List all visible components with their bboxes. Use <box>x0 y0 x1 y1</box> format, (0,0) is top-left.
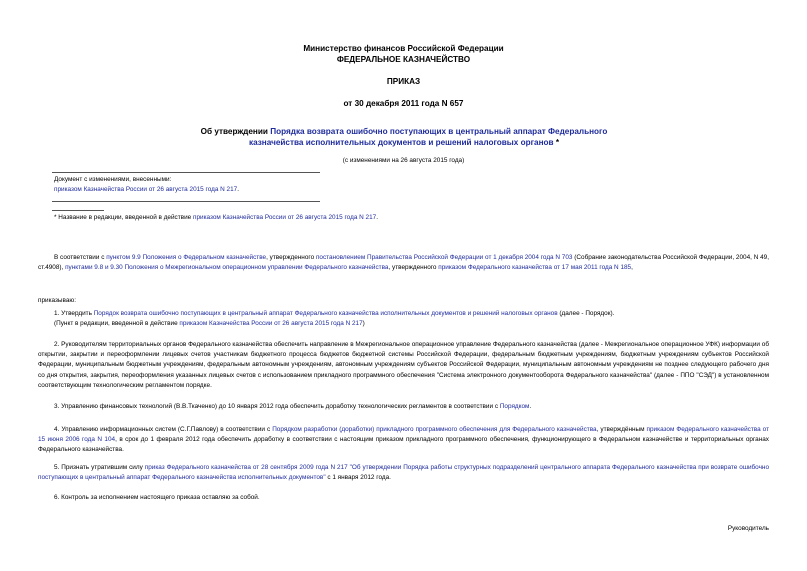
ministry-name: Министерство финансов Российской Федерации <box>303 44 504 53</box>
preamble <box>38 253 769 273</box>
document-date-number: от 30 декабря 2011 года N 657 <box>343 99 464 108</box>
document-title <box>180 126 628 148</box>
item-1-link[interactable]: Порядок возврата ошибочно поступающих в центральный аппарат Федерального казначейства исполнительных документов и решений налоговых органов <box>93 310 558 317</box>
item-3 <box>38 402 769 412</box>
item-1-note-link[interactable]: приказом Казначейства России от 26 августа 2015 года N 217 <box>179 320 363 327</box>
footnote-rule <box>52 210 104 211</box>
item-4-link-2[interactable]: приказом Федерального казначейства от 15 июня 2006 года N 104 <box>38 426 770 444</box>
footnote <box>54 214 378 221</box>
footnote-end: . <box>376 214 378 221</box>
preamble-link-2[interactable]: постановлением Правительства Российской Федерации от 1 декабря 2004 года N 703 <box>315 254 573 261</box>
item-4-text-1: 4. Управлению информационных систем (С.Г.Павлову) в соответствии с <box>54 426 273 433</box>
item-4-text-2: , утверждённым <box>596 426 647 433</box>
preamble-text-4: , утвержденного <box>388 264 439 272</box>
order-word: приказываю: <box>38 297 76 304</box>
item-1-note <box>54 320 365 327</box>
footnote-link[interactable]: приказом Казначейства России от 26 августа 2015 года N 217 <box>192 214 377 221</box>
changes-box-entry <box>54 186 239 193</box>
agency-name: ФЕДЕРАЛЬНОЕ КАЗНАЧЕЙСТВО <box>336 55 471 64</box>
changes-box-bottom-rule <box>52 201 320 202</box>
document-type: ПРИКАЗ <box>386 77 421 86</box>
item-4 <box>38 425 769 456</box>
item-5-text-2: с 1 января 2012 года. <box>325 474 391 482</box>
preamble-text-2: , утвержденного <box>266 254 316 261</box>
item-3-link[interactable]: Порядком <box>499 403 530 410</box>
changes-box-top-rule <box>52 172 320 173</box>
item-1 <box>54 309 769 319</box>
item-1-text-1: 1. Утвердить <box>54 310 94 317</box>
preamble-text-5: , <box>631 264 633 272</box>
item-5-link[interactable]: приказ Федерального казначейства от 28 сентября 2009 года N 217 "Об утверждении Порядка работы структурных подразделений центрального аппарата Федерального казначейства при возврате ошибочно поступающих в центральный аппарат Федерального казначейства исполнительных документов" <box>38 464 769 482</box>
item-5-text-1: 5. Признать утратившим силу <box>54 464 145 471</box>
item-2: 2. Руководителям территориальных органов Федерального казначейства обеспечить направление в Межрегиональное операционное управление Федерального казначейства (далее - Межрегиональное операционное УФК) информации об открытии, закрытии и переоформлении лицевых счетов участникам бюджетного процесса бюджетов бюджетной системы Российской Федерации, федеральным бюджетным учреждениям, бюджетным учреждениям субъектов Российской Федерации, муниципальным бюджетным учреждениям, федеральным автономным учреждениям, автономным учреждениям субъектов Российской Федерации, муниципальным автономным учреждениям не позднее следующего рабочего дня со дня открытия, закрытия, переоформления указанных лицевых счетов с использованием прикладного программного обеспечения "Система электронного документооборота Федерального казначейства" (далее - ППО "СЭД") в установленном соответствующим технологическим регламентом порядке. <box>38 341 769 389</box>
item-4-text-3: , в срок до 1 февраля 2012 года обеспечить доработку в соответствии с настоящим приказом прикладного программного обеспечения, функционирующего в Федеральном казначействе и территориальных органах Федерального казначейства. <box>38 436 769 454</box>
changes-box-end: . <box>237 186 240 193</box>
title-link[interactable]: Порядка возврата ошибочно поступающих в центральный аппарат Федерального казначейства исполнительных документов и решений налоговых органов <box>248 127 608 147</box>
changes-box-label: Документ с изменениями, внесенными: <box>54 176 172 183</box>
item-1-text-2: (далее - Порядок). <box>557 310 615 317</box>
title-suffix: * <box>553 138 560 147</box>
item-5 <box>38 463 769 483</box>
preamble-link-3[interactable]: пунктами 9.8 и 9.30 Положения о Межрегиональном операционном управлении Федерального казначейства <box>65 264 389 272</box>
preamble-link-4[interactable]: приказом Федерального казначейства от 17 мая 2011 года N 185 <box>438 264 632 272</box>
item-6: 6. Контроль за исполнением настоящего приказа оставляю за собой. <box>54 494 260 501</box>
item-3-text-2: . <box>529 403 532 410</box>
item-4-link-1[interactable]: Порядком разработки (доработки) прикладного программного обеспечения для Федерального казначейства <box>272 426 597 433</box>
preamble-text-3: (Собрание законодательства Российской Федерации, 2004, N 49, ст.4908), <box>38 254 770 272</box>
item-3-text-1: 3. Управлению финансовых технологий (В.В.Ткаченко) до 10 января 2012 года обеспечить доработку технологических регламентов в соответствии с <box>54 403 500 410</box>
preamble-link-1[interactable]: пунктом 9.9 Положения о Федеральном казначействе <box>106 254 267 261</box>
preamble-text-1: В соответствии с <box>54 254 107 261</box>
signature: Руководитель <box>727 525 769 532</box>
item-1-note-text: (Пункт в редакции, введенной в действие <box>54 320 180 327</box>
revision-note: (с изменениями на 26 августа 2015 года) <box>342 157 465 164</box>
item-1-note-end: ) <box>362 320 365 327</box>
footnote-text: * Название в редакции, введенной в действие <box>54 214 193 221</box>
title-prefix: Об утверждении <box>200 127 271 136</box>
changes-box-link[interactable]: приказом Казначейства России от 26 августа 2015 года N 217 <box>54 186 238 193</box>
